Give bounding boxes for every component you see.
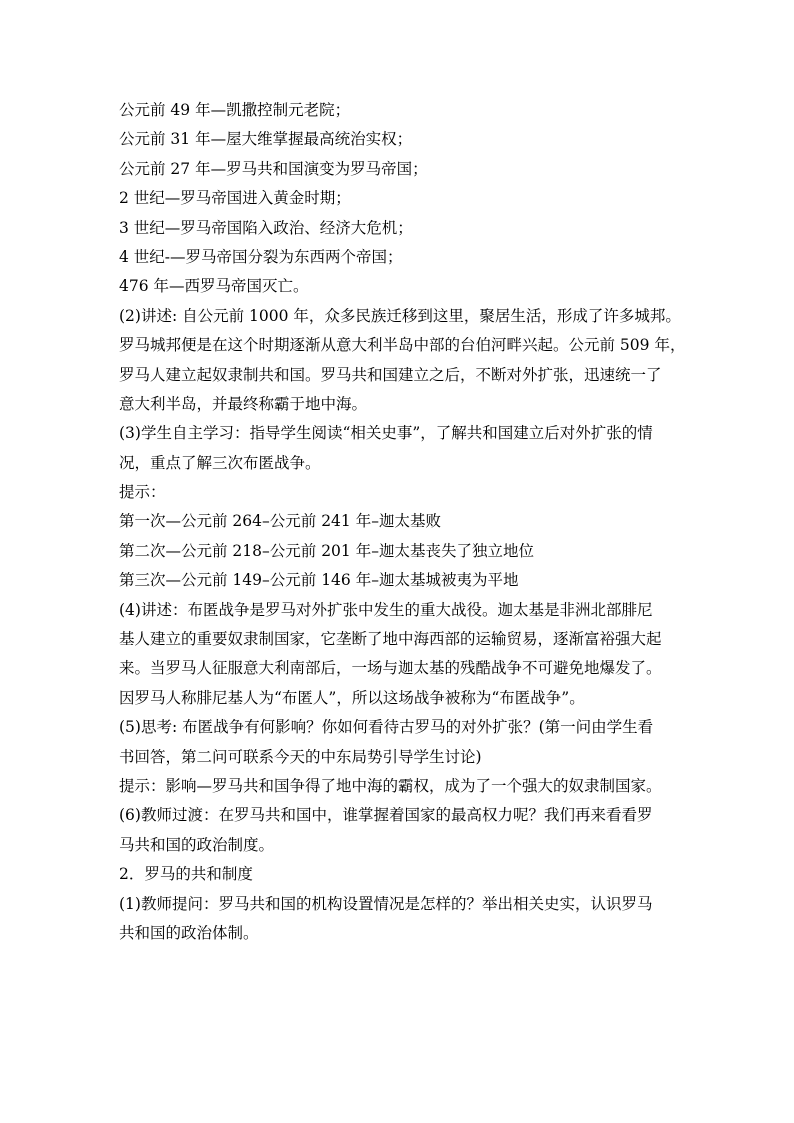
text-line: 提示： xyxy=(119,483,166,502)
text-line: 公元前 31 年—屋大维掌握最高统治实权； xyxy=(119,130,413,149)
text-line: 476 年—西罗马帝国灭亡。 xyxy=(119,277,309,296)
text-line: (4)讲述：布匿战争是罗马对外扩张中发生的重大战役。迦太基是非洲北部腓尼 xyxy=(119,600,653,619)
text-line: 公元前 49 年—凯撒控制元老院； xyxy=(119,101,351,119)
text-line: (2)讲述: 自公元前 1000 年，众多民族迁移到这里，聚居生活，形成了许多城邦。 xyxy=(119,306,681,325)
text-line: 意大利半岛，并最终称霸于地中海。 xyxy=(119,394,368,413)
text-line: 因罗马人称腓尼基人为“布匿人”，所以这场战争被称为“布匿战争”。 xyxy=(119,688,585,707)
text-line: 提示：影响—罗马共和国争得了地中海的霸权，成为了一个强大的奴隶制国家。 xyxy=(119,776,662,795)
text-line: 2．罗马的共和制度 xyxy=(119,865,253,884)
text-line: 第二次—公元前 218–公元前 201 年–迦太基丧失了独立地位 xyxy=(119,541,534,560)
text-line: 来。当罗马人征服意大利南部后，一场与迦太基的残酷战争不可避免地爆发了。 xyxy=(119,659,662,678)
document-body xyxy=(119,96,691,948)
text-line: 公元前 27 年—罗马共和国演变为罗马帝国； xyxy=(119,159,428,178)
text-line: 基人建立的重要奴隶制国家，它垄断了地中海西部的运输贸易，逐渐富裕强大起 xyxy=(119,630,662,649)
text-line: (6)教师过渡：在罗马共和国中，谁掌握着国家的最高权力呢？我们再来看看罗 xyxy=(119,806,653,825)
text-line: (5)思考: 布匿战争有何影响？你如何看待古罗马的对外扩张？(第一问由学生看 xyxy=(119,718,654,737)
text-line: 第三次—公元前 149–公元前 146 年–迦太基城被夷为平地 xyxy=(119,571,519,590)
text-line: 况，重点了解三次布匿战争。 xyxy=(119,453,321,472)
text-line: 4 世纪-—罗马帝国分裂为东西两个帝国； xyxy=(119,247,403,266)
text-line: 罗马人建立起奴隶制共和国。罗马共和国建立之后，不断对外扩张，迅速统一了 xyxy=(119,365,662,384)
text-line: 共和国的政治体制。 xyxy=(119,923,259,942)
text-line: 2 世纪—罗马帝国进入黄金时期； xyxy=(119,189,351,208)
text-line: 马共和国的政治制度。 xyxy=(119,835,275,854)
text-line: (1)教师提问：罗马共和国的机构设置情况是怎样的？举出相关史实，认识罗马 xyxy=(119,894,653,913)
text-line: 书回答，第二问可联系今天的中东局势引导学生讨论) xyxy=(119,747,482,766)
text-line: 3 世纪—罗马帝国陷入政治、经济大危机； xyxy=(119,218,413,237)
text-line: (3)学生自主学习：指导学生阅读“相关史事”，了解共和国建立后对外扩张的情 xyxy=(119,424,653,443)
text-line: 第一次—公元前 264–公元前 241 年–迦太基败 xyxy=(119,512,441,531)
text-line: 罗马城邦便是在这个时期逐渐从意大利半岛中部的台伯河畔兴起。公元前 509 年， xyxy=(119,336,686,355)
